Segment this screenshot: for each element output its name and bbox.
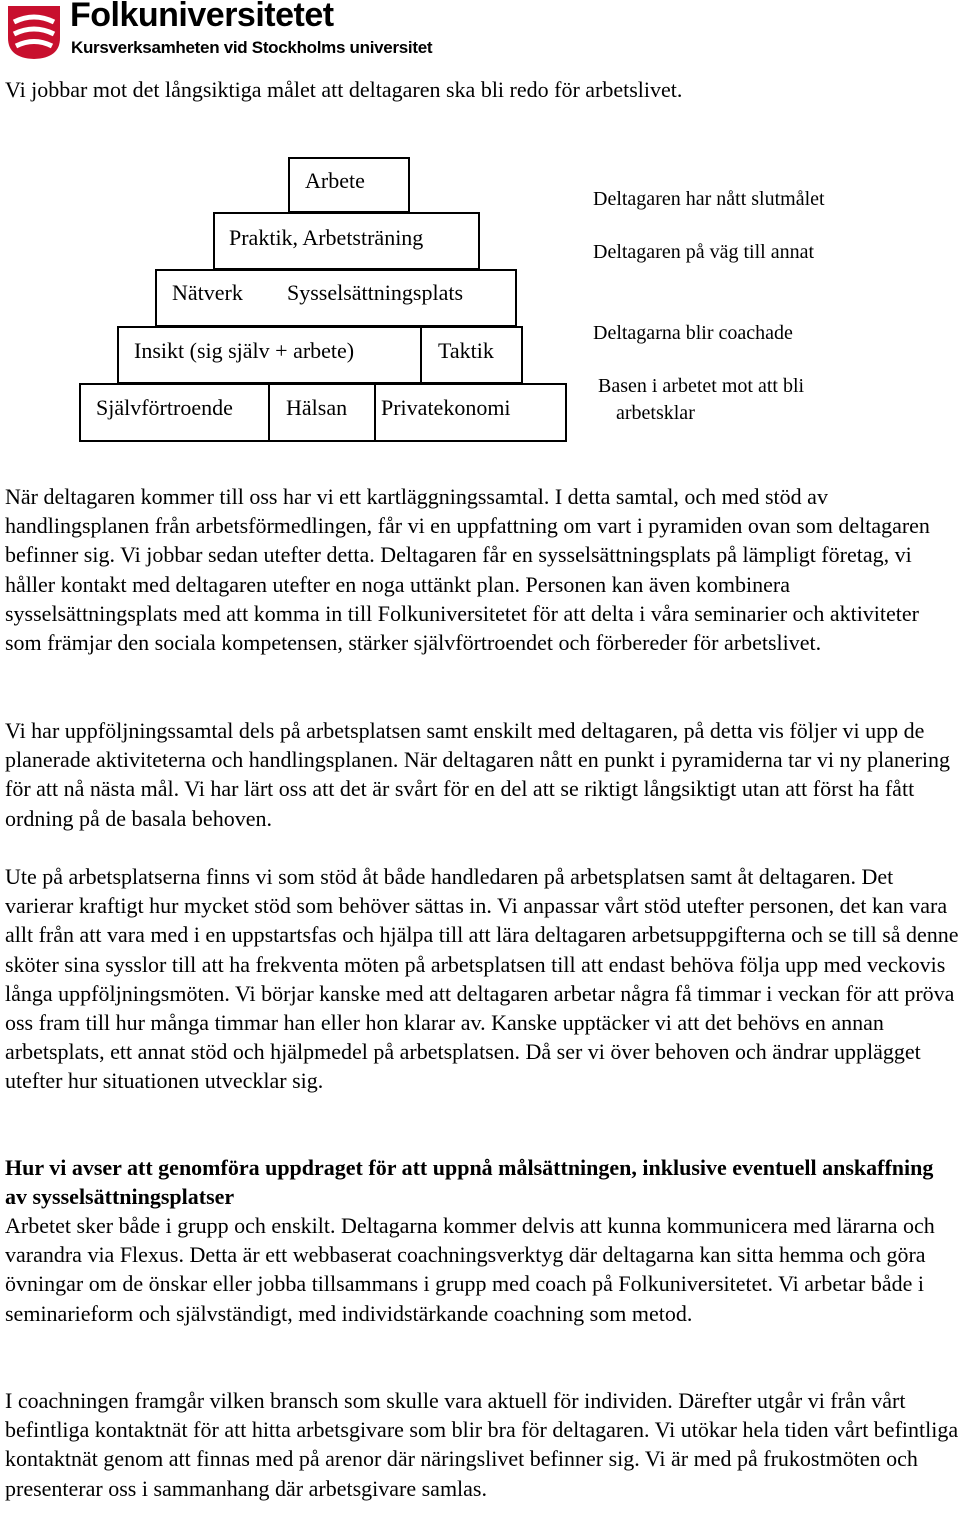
pyramid-label-sjalvfortroende: Självförtroende: [96, 395, 233, 420]
legend-third: Deltagarna blir coachade: [593, 322, 793, 344]
paragraph-coachning: I coachningen framgår vilken bransch som skulle vara aktuell för individen. Därefter utgår vi från vårt befintliga kontaktnät för att hitta arbetsgivare som blir bra för deltagaren. Vi utökar hela tiden vårt befintliga kontaktnät genom att finnas med på arenor där näringslivet befinner sig. Vi är med på frukostmöten och presenterar oss i sammanhang där arbetsgivare samlas.: [5, 1388, 959, 1501]
logo-mark-icon: [4, 2, 64, 60]
paragraph-arbetsplatser: Ute på arbetsplatserna finns vi som stöd åt både handledaren på arbetsplatsen samt åt deltagaren. Det varierar kraftigt hur mycket stöd som behöver sättas in. Vi anpassar vårt stöd utefter personen, det kan vara allt från att vara med i en uppstartsfas och hjälpa till att lära deltagaren arbetsuppgifterna och se till så denne sköter sina sysslor till att ha frekventa möten på arbetsplatsen till att endast behöva följa upp med veckovis långa uppföljningsmöten. Vi börjar kanske med att deltagaren arbetar några få timmar i veckan för att pröva oss fram till hur många timmar han eller hon klarar av. Kanske upptäcker vi att det behövs en annan arbetsplats, ett annat stöd och hjälpmedel på arbetsplatsen. Då ser vi över behoven och ändrar upplägget utefter hur situationen utvecklar sig.: [5, 864, 959, 1094]
paragraph-kartlaggning: När deltagaren kommer till oss har vi ett kartläggningssamtal. I detta samtal, och med stöd av handlingsplanen från arbetsförmedlingen, får vi en uppfattning om vart i pyramiden ovan som deltagaren befinner sig. Vi jobbar sedan utefter detta. Deltagaren får en sysselsättningsplats på lämpligt företag, vi håller kontakt med deltagaren utefter en noga uttänkt plan. Personen kan även kombinera sysselsättningsplats med att komma in till Folkuniversitetet för att delta i våra seminarier och aktiviteter som främjar den sociala kompetensen, stärker självförtroendet och förbereder för arbetslivet.: [5, 484, 930, 656]
folkuniversitetet-logo: [4, 2, 434, 60]
legend-fourth-line2: arbetsklar: [616, 402, 695, 424]
pyramid-label-natverk: Nätverk: [172, 280, 243, 305]
logo-subtitle: Kursverksamheten vid Stockholms universitet: [71, 38, 433, 57]
pyramid-label-praktik: Praktik, Arbetsträning: [229, 225, 424, 250]
logo-title: Folkuniversitetet: [70, 0, 334, 34]
pyramid-label-halsan: Hälsan: [286, 395, 348, 420]
pyramid-divider: [374, 383, 376, 442]
pyramid-label-sysselsattningsplats: Sysselsättningsplats: [287, 280, 464, 305]
pyramid-label-insikt: Insikt (sig själv + arbete): [134, 338, 355, 363]
intro-text: Vi jobbar mot det långsiktiga målet att deltagaren ska bli redo för arbetslivet.: [5, 77, 683, 102]
paragraph-grupp-enskilt: Arbetet sker både i grupp och enskilt. Deltagarna kommer delvis att kunna kommunicera med lärarna och varandra via Flexus. Detta är ett webbaserat coachningsverktyg där deltagarna kan sitta hemma och göra övningar om de önskar eller jobba tillsammans i grupp med coach på Folkuniversitetet. Vi arbetar både i seminarieform och självständigt, med individstärkande coachning som metod.: [5, 1213, 935, 1326]
section-heading: Hur vi avser att genomföra uppdraget för att uppnå målsättningen, inklusive eventuell anskaffning av sysselsättningsplatser: [5, 1155, 934, 1210]
pyramid-divider: [420, 326, 422, 384]
paragraph-uppfoljning: Vi har uppföljningssamtal dels på arbetsplatsen samt enskilt med deltagaren, på detta vis följer vi upp de planerade aktiviteterna och handlingsplanen. När deltagaren nått en punkt i pyramiderna tar vi ny planering för att nå nästa mål. Vi har lärt oss att det är svårt för en del att se riktigt långsiktigt utan att först ha fått ordning på de basala behoven.: [5, 718, 951, 831]
pyramid-divider: [268, 383, 270, 442]
legend-fourth-line1: Basen i arbetet mot att bli: [598, 375, 805, 397]
pyramid-label-privatekonomi: Privatekonomi: [381, 395, 511, 420]
legend-top: Deltagaren har nått slutmålet: [593, 188, 825, 210]
pyramid-label-arbete: Arbete: [305, 168, 365, 193]
pyramid-label-taktik: Taktik: [438, 338, 494, 363]
legend-second: Deltagaren på väg till annat: [593, 241, 815, 263]
